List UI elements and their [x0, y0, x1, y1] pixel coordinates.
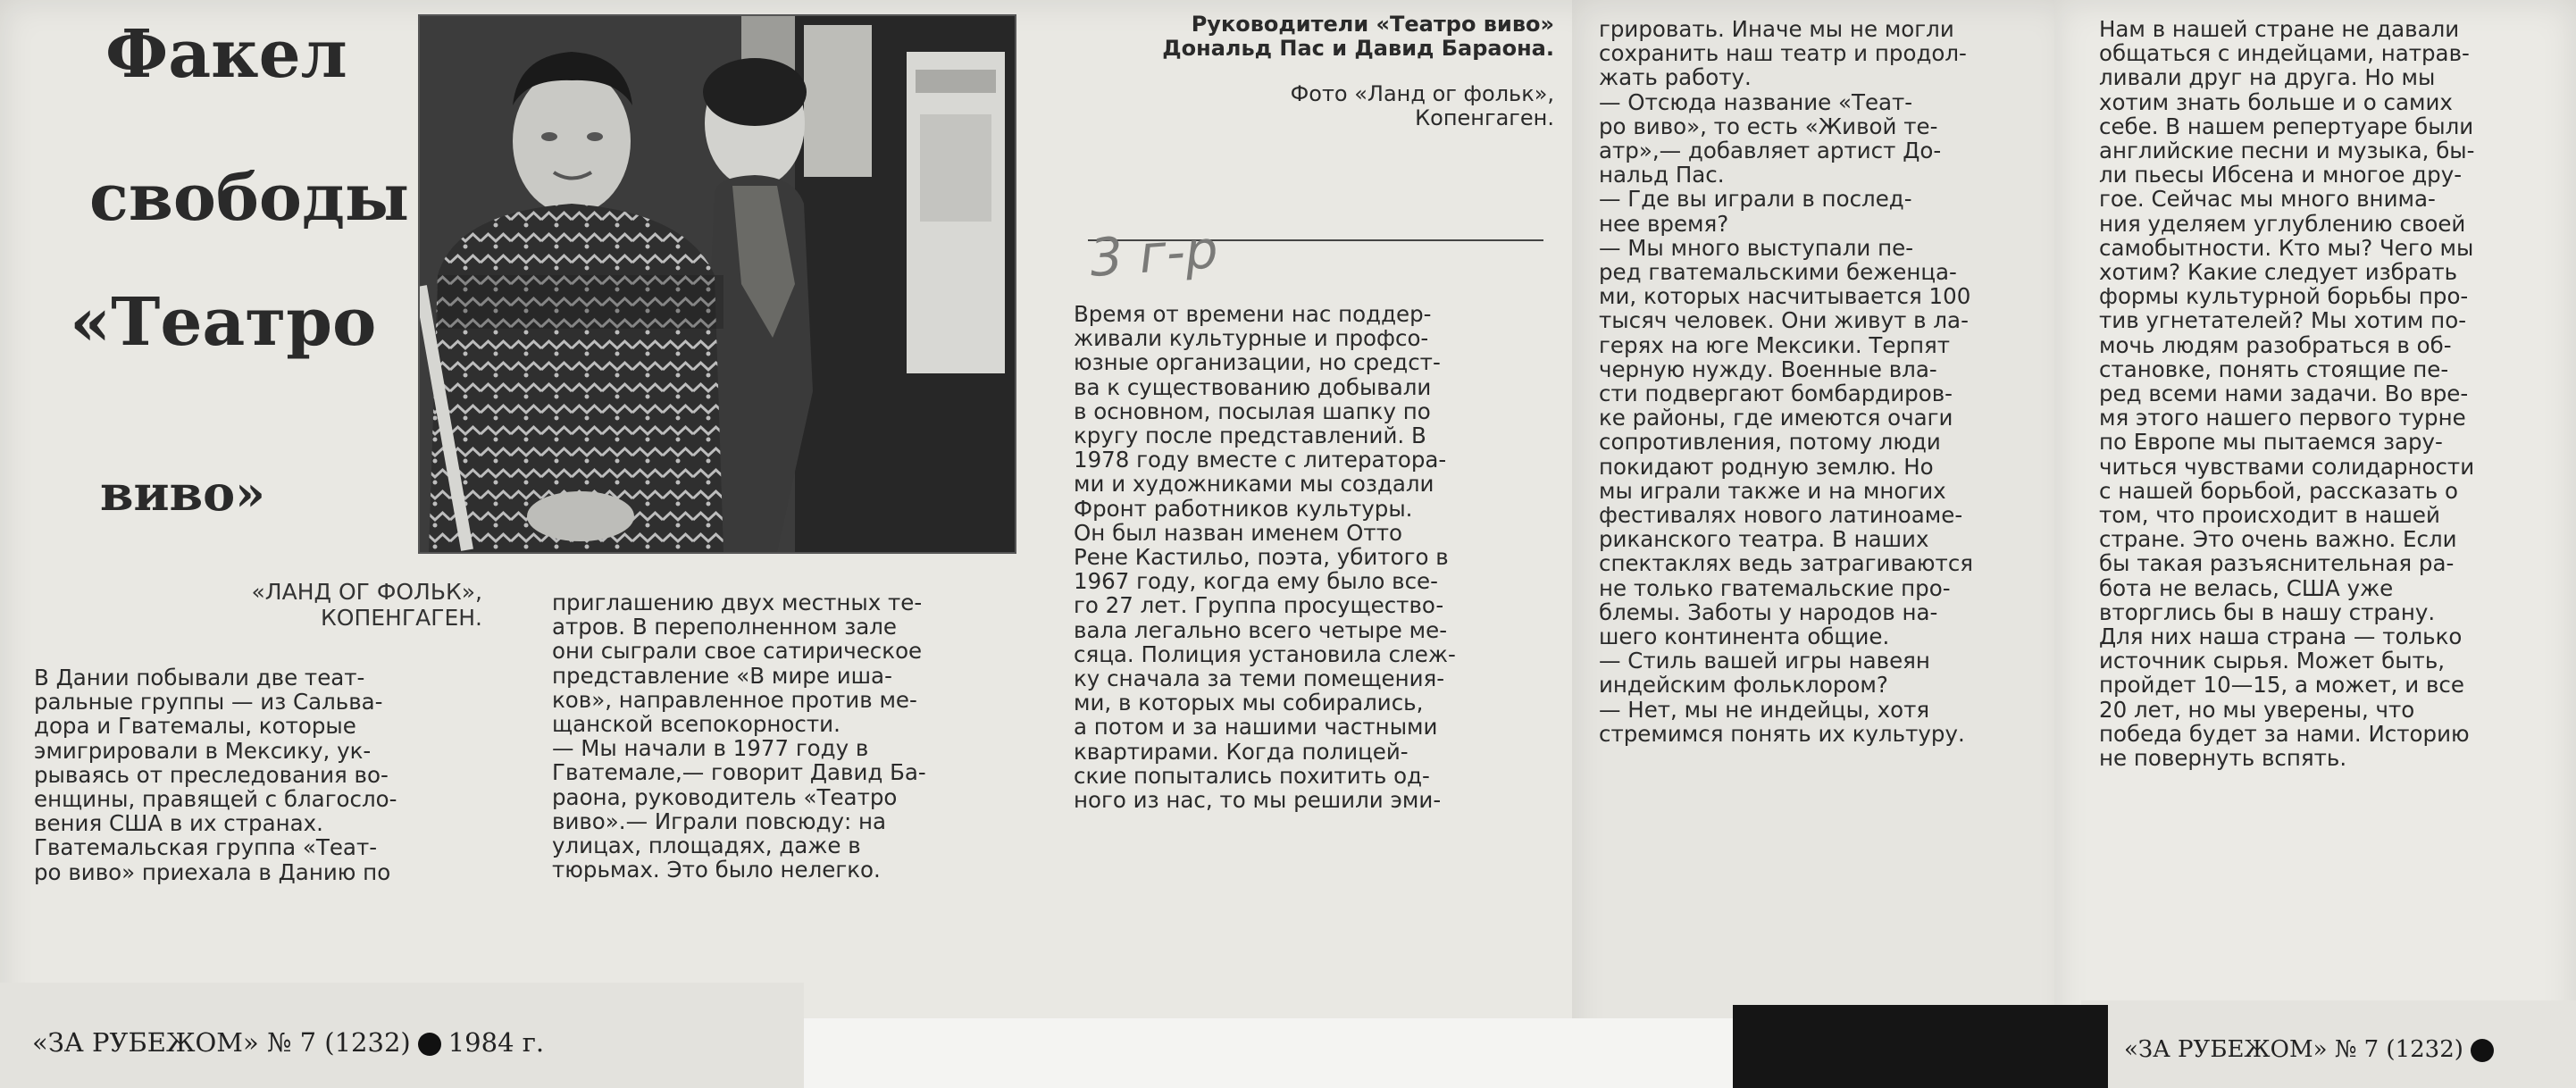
text-line: нее время?	[1599, 211, 1729, 236]
text-line: — Где вы играли в послед-	[1599, 187, 1912, 212]
text-line: ке районы, где имеются очаги	[1599, 406, 1953, 431]
text-line: вения США в их странах.	[34, 811, 323, 836]
byline	[223, 579, 482, 631]
background-dark-area	[1733, 1005, 2108, 1088]
text-line: мя этого нашего первого турне	[2099, 406, 2466, 431]
text-line: тив угнетателей? Мы хотим по-	[2099, 308, 2467, 333]
text-line: 20 лет, но мы уверены, что	[2099, 697, 2415, 722]
text-line: приглашению двух местных те-	[552, 590, 923, 615]
text-line: ков», направленное против ме-	[552, 687, 917, 713]
background-paper-strip	[804, 1018, 1742, 1088]
text-line: ред всеми нами задачи. Во вре-	[2099, 381, 2469, 406]
text-line: блемы. Заботы у народов на-	[1599, 599, 1938, 625]
text-line: в основном, посылая шапку по	[1074, 398, 1431, 424]
text-line: не только гватемальские про-	[1599, 575, 1951, 600]
article-photo	[418, 14, 1016, 554]
text-line: фестивалях нового латиноаме-	[1599, 503, 1963, 528]
handwritten-note: 3 г-р	[1087, 219, 1220, 289]
photo-image	[420, 16, 1015, 552]
text-line: го 27 лет. Группа просуществo-	[1074, 593, 1444, 618]
text-line: Для них наша страна — только	[2099, 624, 2463, 649]
text-line: — Нет, мы не индейцы, хотя	[1599, 697, 1930, 722]
footer-left	[32, 1027, 544, 1058]
text-line: живали культурные и профсо-	[1074, 326, 1429, 351]
text-line: юзные организации, но средст-	[1074, 350, 1441, 375]
text-line: становке, понять стоящие пе-	[2099, 356, 2449, 382]
text-line: формы культурной борьбы про-	[2099, 284, 2469, 309]
text-line: стране. Это очень важно. Если	[2099, 527, 2457, 552]
text-line: 1978 году вместе с литератора-	[1074, 448, 1447, 473]
text-line: тысяч человек. Они живут в ла-	[1599, 308, 1969, 333]
text-line: нальд Пас.	[1599, 163, 1725, 188]
text-line: по Европе мы пытаемся зару-	[2099, 430, 2443, 455]
text-line: вторглись бы в нашу страну.	[2099, 599, 2436, 625]
text-line: хотим знать больше и о самих	[2099, 89, 2453, 114]
bullet-dot	[2471, 1039, 2494, 1062]
text-line: спектаклях ведь затрагиваются	[1599, 551, 1974, 576]
text-line: индейским фольклором?	[1599, 673, 1888, 698]
text-line: мочь людям разобраться в об-	[2099, 332, 2452, 357]
text-line: читься чувствами солидарности	[2099, 454, 2475, 479]
headline-line: «Театро	[70, 284, 377, 361]
text-line: В Дании побывали две теат-	[34, 665, 365, 690]
text-line: покидают родную землю. Но	[1599, 454, 1934, 479]
text-line: Нам в нашей стране не давали	[2099, 17, 2460, 42]
text-line: себе. В нашем репертуаре были	[2099, 113, 2474, 139]
text-line: хотим? Какие следует избрать	[2099, 260, 2458, 285]
text-line: кругу после представлений. В	[1074, 423, 1426, 448]
photo-credit	[1081, 82, 1554, 130]
text-line: ральные группы — из Сальва-	[34, 690, 383, 715]
text-line: английские песни и музыка, бы-	[2099, 138, 2475, 163]
headline-line: виво»	[100, 464, 265, 522]
text-line: енщины, правящей с благосло-	[34, 787, 397, 812]
text-line: бы такая разъяснительная ра-	[2099, 551, 2455, 576]
text-line: бота не велась, США уже	[2099, 575, 2394, 600]
text-line: с нашей борьбой, рассказать о	[2099, 478, 2459, 504]
text-line: Гватемальская группа «Теат-	[34, 835, 378, 860]
text-line: герях на юге Мексики. Терпят	[1599, 332, 1951, 357]
text-line: дора и Гватемалы, которые	[34, 714, 356, 739]
text-line: сти подвергают бомбардиров-	[1599, 381, 1953, 406]
text-column-2	[552, 590, 1009, 882]
caption-line: Руководители «Театро виво»	[1191, 12, 1554, 37]
text-line: Фронт работников культуры.	[1074, 496, 1413, 521]
text-line: раона, руководитель «Театро	[552, 784, 898, 809]
photo-caption	[1081, 13, 1554, 130]
text-line: представление «В мире иша-	[552, 663, 892, 688]
text-line: Время от времени нас поддер-	[1074, 302, 1432, 327]
text-line: шего континента общие.	[1599, 624, 1890, 649]
text-line: — Стиль вашей игры навеян	[1599, 649, 1930, 674]
text-line: ливали друг на друга. Но мы	[2099, 65, 2436, 90]
text-line: самобытности. Кто мы? Чего мы	[2099, 235, 2474, 261]
credit-line: Копенгаген.	[1415, 105, 1554, 130]
text-line: стремимся понять их культуру.	[1599, 721, 1965, 747]
text-line: ми, которых насчитывается 100	[1599, 284, 1971, 309]
text-line: Рене Кастильо, поэта, убитого в	[1074, 545, 1449, 570]
caption-names	[1081, 13, 1554, 61]
text-line: ро виво», то есть «Живой те-	[1599, 113, 1938, 139]
text-line: виво».— Играли повсюду: на	[552, 808, 887, 834]
text-line: Гватемале,— говорит Давид Ба-	[552, 760, 926, 785]
text-line: сяца. Полиция установила слеж-	[1074, 641, 1456, 667]
text-line: Он был назван именем Отто	[1074, 520, 1402, 546]
text-line: тюрьмах. Это было нелегко.	[552, 858, 881, 883]
text-line: ли пьесы Ибсена и многое дру-	[2099, 163, 2463, 188]
text-line: ного из нас, то мы решили эми-	[1074, 788, 1442, 813]
text-line: квартирами. Когда полицей-	[1074, 739, 1409, 764]
text-line: ские попытались похитить од-	[1074, 763, 1430, 789]
caption-line: Дональд Пас и Давид Барaона.	[1162, 36, 1554, 61]
text-line: сопротивления, потому люди	[1599, 430, 1941, 455]
text-line: мы играли также и на многих	[1599, 478, 1946, 504]
text-line: щанской всепокорности.	[552, 712, 841, 737]
text-line: гое. Сейчас мы много внима-	[2099, 187, 2436, 212]
text-line: эмигрировали в Мексику, ук-	[34, 738, 372, 763]
text-line: атр»,— добавляет артист До-	[1599, 138, 1942, 163]
text-line: ред гватемальскими беженца-	[1599, 260, 1957, 285]
text-line: жать работу.	[1599, 65, 1752, 90]
text-line: грировать. Иначе мы не могли	[1599, 17, 1954, 42]
text-line: ро виво» приехала в Данию по	[34, 859, 391, 884]
text-line: ми, в которых мы собирались,	[1074, 690, 1424, 716]
headline-line: Факел	[105, 16, 347, 93]
bullet-dot	[418, 1033, 441, 1056]
text-line: пройдет 10—15, а может, и все	[2099, 673, 2464, 698]
text-line: вала легально всего четыре ме-	[1074, 617, 1448, 642]
text-line: 1967 году, когда ему было все-	[1074, 569, 1438, 594]
text-line: улицах, площадях, даже в	[552, 833, 861, 858]
text-line: черную нужду. Военные вла-	[1599, 356, 1937, 382]
text-line: источник сырья. Может быть,	[2099, 649, 2446, 674]
text-line: ку сначала за теми помещения-	[1074, 666, 1445, 691]
text-line: ми и художниками мы создали	[1074, 472, 1434, 497]
text-line: сохранить наш театр и продол-	[1599, 41, 1967, 66]
text-line: общаться с индейцами, натрав-	[2099, 41, 2470, 66]
text-column-3	[1074, 302, 1547, 812]
footer-right	[2124, 1036, 2501, 1063]
text-line: — Отсюда название «Теат-	[1599, 89, 1913, 114]
text-line: а потом и за нашими частными	[1074, 715, 1438, 740]
headline-line: свободы	[89, 159, 410, 235]
text-line: рываясь от преследования во-	[34, 762, 389, 788]
footer-source: «ЗА РУБЕЖОМ» № 7 (1232)	[2124, 1036, 2463, 1063]
byline-line: «ЛАНД ОГ ФОЛЬК»,	[251, 579, 482, 605]
byline-line: КОПЕНГАГЕН.	[321, 605, 482, 631]
text-line: ния уделяем углублению своей	[2099, 211, 2466, 236]
text-column-4	[1599, 17, 2063, 746]
footer-year: 1984 г.	[447, 1027, 545, 1058]
text-line: риканского театра. В наших	[1599, 527, 1929, 552]
text-line: — Мы много выступали пе-	[1599, 235, 1914, 261]
text-line: они сыграли свое сатирическое	[552, 639, 923, 664]
text-line: атров. В переполненном зале	[552, 615, 897, 640]
text-line: ва к существованию добывали	[1074, 374, 1432, 399]
text-column-5	[2099, 17, 2563, 770]
text-column-1	[34, 665, 498, 884]
credit-line: Фото «Ланд ог фольк»,	[1290, 81, 1554, 106]
text-line: победа будет за нами. Историю	[2099, 721, 2470, 747]
text-line: том, что происходит в нашей	[2099, 503, 2440, 528]
footer-source: «ЗА РУБЕЖОМ» № 7 (1232)	[32, 1027, 411, 1058]
text-line: — Мы начали в 1977 году в	[552, 736, 869, 761]
text-line: не повернуть вспять.	[2099, 746, 2347, 771]
